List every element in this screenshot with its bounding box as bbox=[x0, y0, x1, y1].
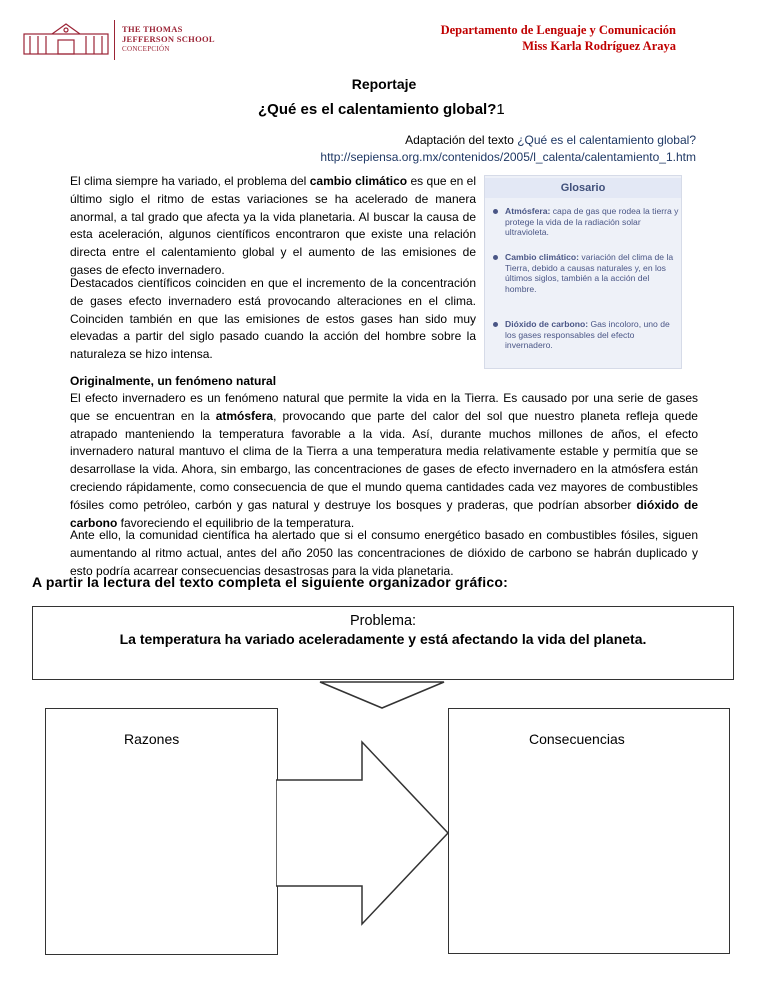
paragraph-1: El clima siempre ha variado, el problema del cambio climático es que en el último siglo el ritmo de estas variaciones se ha acelerado de manera anormal, a tal grado que afecta ya la vida planetaria. Al buscar la causa de esta aceleración, algunos científicos encontraron que existe una relación directa entre el calentamiento global y el aumento de las emisiones de gases de efecto invernadero. bbox=[70, 174, 476, 277]
source-title: ¿Qué es el calentamiento global? bbox=[517, 133, 696, 147]
bullet-icon bbox=[493, 209, 498, 214]
glossary-box bbox=[484, 175, 682, 369]
school-logo bbox=[22, 20, 110, 58]
glossary-title: Glosario bbox=[485, 178, 681, 198]
document-title: ¿Qué es el calentamiento global?1 bbox=[258, 101, 505, 118]
document-type: Reportaje bbox=[351, 76, 417, 92]
teacher-name: Miss Karla Rodríguez Araya bbox=[522, 39, 676, 53]
department-name: Departamento de Lenguaje y Comunicación bbox=[440, 23, 676, 37]
problem-box[interactable] bbox=[32, 606, 734, 680]
glossary-item: Cambio climático: variación del clima de la Tierra, debido a causas naturales y, en los últimos siglos, también a la acción del hombre. bbox=[493, 252, 679, 294]
paragraph-4: Ante ello, la comunidad científica ha alertado que si el consumo energético basado en combustibles fósiles, siguen aumentando al ritmo actual, antes del año 2050 las concentraciones de dióxido de carbono se habrán duplicado y esto podría acarrear consecuencias desastrosas para la vida planetaria. bbox=[70, 528, 698, 578]
footnote-mark: 1 bbox=[496, 101, 505, 118]
organizer-instruction: A partir la lectura del texto completa el siguiente organizador gráfico: bbox=[32, 574, 508, 590]
section-heading: Originalmente, un fenómeno natural bbox=[70, 374, 277, 388]
glossary-item: Dióxido de carbono: Gas incoloro, uno de los gases responsables del efecto invernadero. bbox=[493, 319, 679, 351]
source-url[interactable]: http://sepiensa.org.mx/contenidos/2005/l_calenta/calentamiento_1.htm bbox=[320, 150, 696, 164]
razones-box[interactable] bbox=[45, 708, 278, 955]
problem-label: Problema: bbox=[349, 613, 417, 629]
down-arrow-icon bbox=[318, 680, 446, 710]
school-divider bbox=[114, 20, 115, 60]
paragraph-3: El efecto invernadero es un fenómeno natural que permite la vida en la Tierra. Es causado por una serie de gases que se encuentran en la atmósfera, provocando que parte del calor del sol que nuestro planeta refleja quede atrapado manteniendo la temperatura favorable a la vida. Así, durante muchos millones de años, el efecto invernadero natural mantuvo el clima de la Tierra a una temperatura media relativamente estable y permitía que se desarrollase la vida. Ahora, sin embargo, las concentraciones de gases de efecto invernadero en la atmósfera están creciendo rápidamente, como consecuencia de que el mundo quema cantidades cada vez mayores de combustibles fósiles como petróleo, carbón y gas natural y destruye los bosques y praderas, que podrían absorber dióxido de carbono favoreciendo el equilibrio de la temperatura. bbox=[70, 391, 698, 530]
razones-label: Razones bbox=[124, 731, 180, 747]
bullet-icon bbox=[493, 322, 498, 327]
source-citation: Adaptación del texto ¿Qué es el calentamiento global? http://sepiensa.org.mx/contenidos/2005/l_calenta/calentamiento_1.htm bbox=[320, 133, 696, 164]
glossary-item: Atmósfera: capa de gas que rodea la tierra y protege la vida de la radiación solar ultravioleta. bbox=[493, 206, 679, 238]
consecuencias-label: Consecuencias bbox=[529, 731, 625, 747]
bullet-icon bbox=[493, 255, 498, 260]
right-arrow-icon bbox=[276, 740, 450, 926]
problem-text: La temperatura ha variado aceleradamente y está afectando la vida del planeta. bbox=[119, 631, 647, 647]
department-header bbox=[441, 22, 676, 54]
consecuencias-box[interactable] bbox=[448, 708, 730, 954]
paragraph-2: Destacados científicos coinciden en que el incremento de la concentración de gases efecto invernadero está provocando alteraciones en el clima. Coinciden también en que las emisiones de estos gases han sido muy elevadas a partir del siglo pasado cuando la acción del hombre sobre la naturaleza se hizo intensa. bbox=[70, 276, 476, 362]
school-name: THE THOMAS JEFFERSON SCHOOL CONCEPCIÓN bbox=[122, 24, 215, 53]
